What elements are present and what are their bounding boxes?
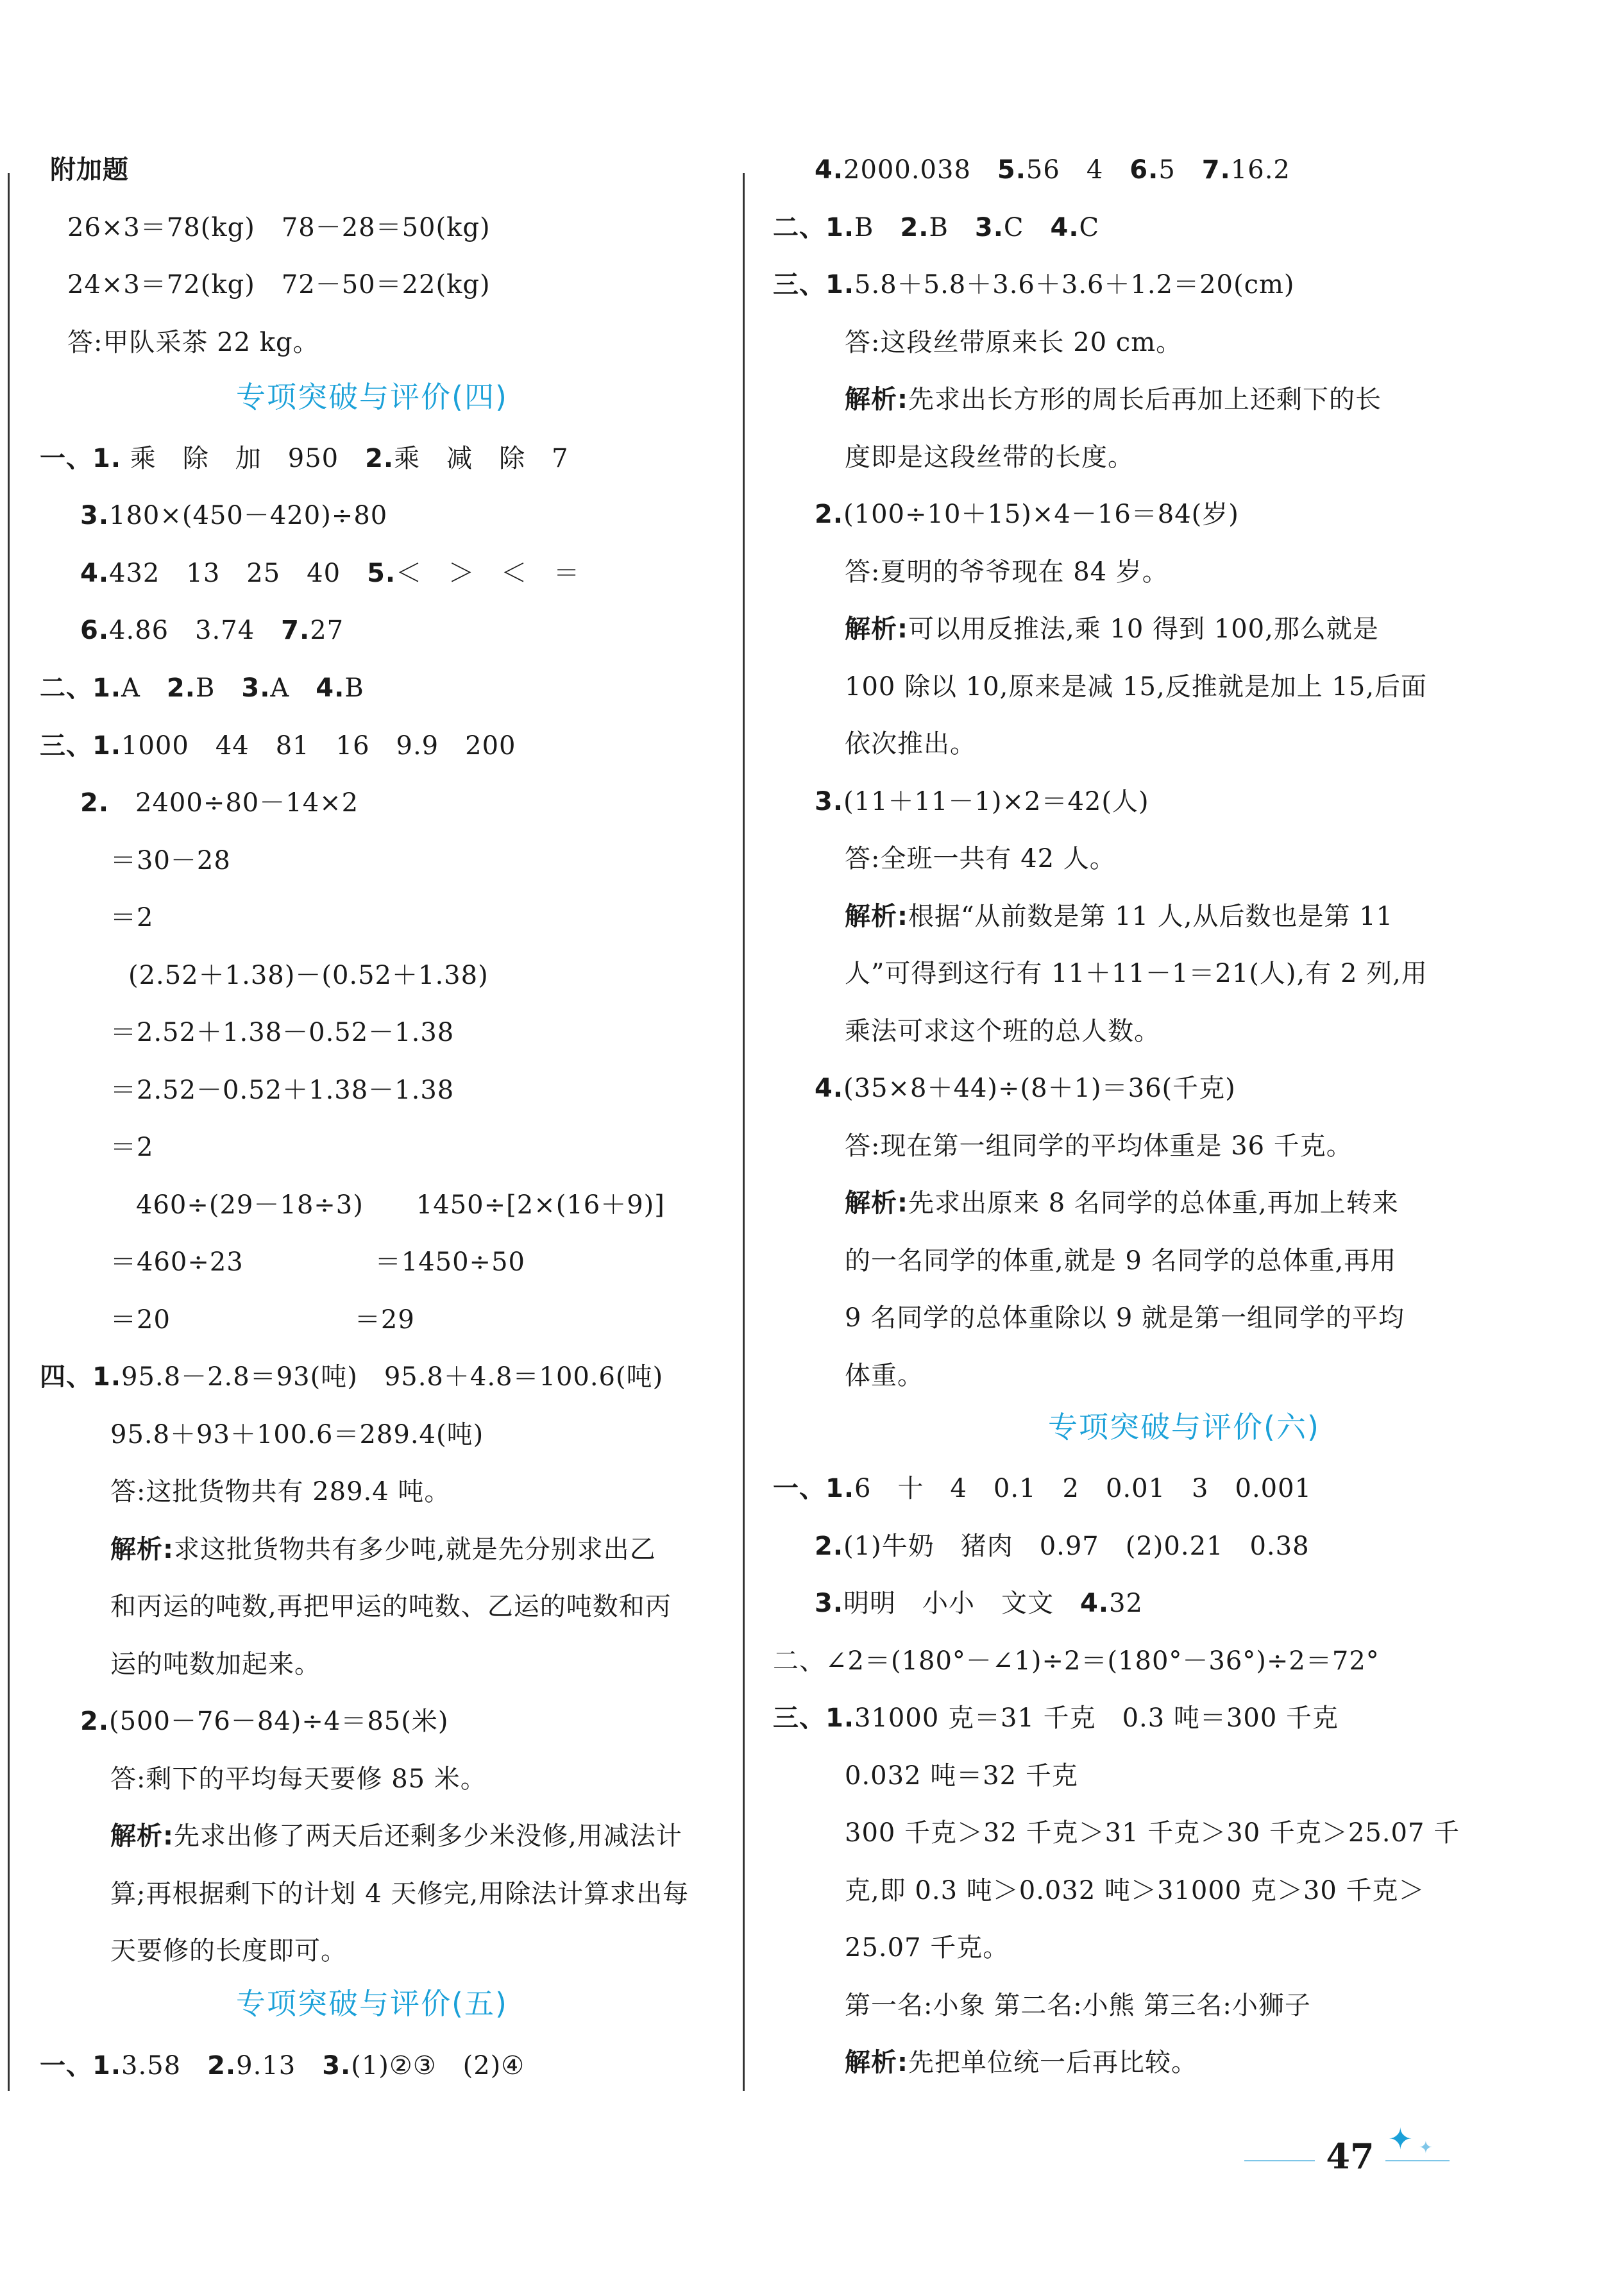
page-number: 47 — [1326, 2136, 1374, 2177]
answer-text: 300 千克＞32 千克＞31 千克＞30 千克＞25.07 千 — [845, 1818, 1460, 1848]
answer-text: 体重。 — [845, 1361, 924, 1390]
answer-text: ＜ ＞ ＜ ＝ — [396, 559, 580, 588]
question-number: 二、1. — [40, 673, 122, 703]
answer-label: 解析: — [845, 2048, 908, 2077]
question-number: 6. — [1129, 155, 1159, 185]
question-number: 2. — [815, 1532, 844, 1561]
answer-text: B — [854, 213, 901, 242]
answer-line — [110, 1072, 454, 1108]
question-number: 2. — [365, 444, 394, 473]
answer-line — [845, 325, 1182, 360]
answer-line — [773, 210, 1099, 246]
answer-text: 答:甲队采茶 22 kg。 — [67, 328, 319, 357]
answer-line — [773, 1643, 1380, 1679]
question-number: 3. — [241, 673, 271, 703]
question-number: 3. — [322, 2051, 351, 2081]
answer-label: 解析: — [845, 902, 908, 931]
answer-line — [815, 1585, 1143, 1621]
answer-line — [110, 1646, 321, 1682]
answer-line — [80, 498, 387, 534]
answer-text: 24×3＝72(kg) 72－50＝22(kg) — [67, 270, 491, 300]
question-number: 4. — [80, 559, 110, 588]
answer-text: 9 名同学的总体重除以 9 就是第一组同学的平均 — [845, 1303, 1405, 1333]
question-number: 6. — [80, 616, 110, 645]
answer-line — [80, 555, 580, 591]
answer-text: 答:全班一共有 42 人。 — [845, 844, 1116, 874]
answer-line — [773, 1471, 1312, 1507]
answer-text: (1)牛奶 猪肉 0.97 (2)0.21 0.38 — [843, 1532, 1310, 1561]
answer-text: 1000 44 81 16 9.9 200 — [121, 731, 516, 761]
question-number: 7. — [281, 616, 310, 645]
answer-line — [845, 2045, 1197, 2081]
answer-text: 运的吨数加起来。 — [110, 1650, 321, 1679]
answer-text: 56 4 — [1026, 155, 1130, 185]
answer-text: 明明 小小 文文 — [843, 1589, 1081, 1618]
answer-line — [815, 784, 1149, 820]
answer-text: 答:现在第一组同学的平均体重是 36 千克。 — [845, 1131, 1353, 1161]
answer-text: 第一名:小象 第二名:小熊 第三名:小狮子 — [845, 1991, 1311, 2020]
answer-line — [773, 267, 1295, 303]
answer-text: 先求出长方形的周长后再加上还剩下的长 — [908, 385, 1382, 414]
answer-line — [845, 1758, 1078, 1794]
small-sparkle-icon: ✦ — [1419, 2138, 1433, 2158]
answer-text: 180×(450－420)÷80 — [109, 501, 388, 530]
question-number: 4. — [316, 673, 345, 703]
answer-text: ＝2 — [110, 1133, 154, 1162]
question-number: 3. — [80, 501, 110, 530]
answer-text: (500－76－84)÷4＝85(米) — [109, 1707, 449, 1736]
answer-line — [815, 1070, 1236, 1106]
answer-text: 先求出修了两天后还剩多少米没修,用减法计 — [174, 1821, 682, 1851]
answer-text: 根据“从前数是第 11 人,从后数也是第 11 — [908, 902, 1394, 931]
left-column — [0, 0, 744, 2280]
question-number: 5. — [997, 155, 1026, 185]
answer-line — [80, 785, 359, 821]
answer-text: 25.07 千克。 — [845, 1933, 1010, 1963]
answer-text: 2000.038 — [843, 155, 997, 185]
question-number: 三、1. — [40, 731, 122, 761]
answer-line — [845, 899, 1393, 934]
answer-text: B — [929, 213, 975, 242]
answer-line — [110, 843, 231, 879]
answer-line — [845, 1243, 1396, 1279]
footer-rule-left — [1244, 2160, 1315, 2161]
answer-text: C — [1003, 213, 1051, 242]
question-number: 四、1. — [40, 1362, 122, 1392]
answer-text: (35×8＋44)÷(8＋1)＝36(千克) — [843, 1074, 1236, 1103]
answer-line — [110, 1474, 450, 1510]
answer-text: (100÷10＋15)×4－16＝84(岁) — [843, 500, 1239, 529]
answer-line — [110, 1876, 689, 1912]
answer-text: 和丙运的吨数,再把甲运的吨数、乙运的吨数和丙 — [110, 1592, 672, 1621]
question-number: 3. — [974, 213, 1004, 242]
answer-text: 先把单位统一后再比较。 — [908, 2048, 1197, 2077]
answer-line — [110, 1589, 672, 1625]
answer-text: ＝30－28 — [110, 846, 231, 875]
question-number: 2. — [900, 213, 929, 242]
answer-line — [67, 267, 491, 303]
answer-line — [110, 1302, 415, 1338]
answer-line — [110, 1129, 153, 1165]
answer-line — [845, 1128, 1353, 1164]
answer-text: 0.032 吨＝32 千克 — [845, 1761, 1078, 1791]
answer-text: 二、∠2＝(180°－∠1)÷2＝(180°－36°)÷2＝72° — [773, 1646, 1380, 1676]
answer-line — [845, 726, 976, 762]
answer-line — [40, 670, 364, 706]
question-number: 2. — [80, 1707, 110, 1736]
answer-label: 解析: — [845, 385, 908, 414]
answer-text: 天要修的长度即可。 — [110, 1936, 347, 1966]
answer-text: ＝2.52＋1.38－0.52－1.38 — [110, 1018, 455, 1047]
answer-text: 人”可得到这行有 11＋11－1＝21(人),有 2 列,用 — [845, 959, 1428, 988]
answer-text: 答:这批货物共有 289.4 吨。 — [110, 1477, 451, 1507]
answer-line — [110, 900, 153, 936]
answer-text: 95.8＋93＋100.6＝289.4(吨) — [110, 1420, 484, 1449]
answer-text: 5.8＋5.8＋3.6＋3.6＋1.2＝20(cm) — [854, 270, 1295, 300]
answer-label: 解析: — [110, 1821, 174, 1851]
answer-line — [40, 2048, 525, 2084]
question-number: 5. — [367, 559, 396, 588]
answer-line — [80, 612, 344, 648]
answer-line — [815, 496, 1239, 532]
answer-label: 附加题 — [50, 155, 129, 185]
answer-text: 26×3＝78(kg) 78－28＝50(kg) — [67, 213, 491, 242]
sparkle-icon: ✦ — [1388, 2122, 1413, 2156]
answer-line — [815, 1528, 1310, 1564]
answer-line — [845, 1815, 1460, 1851]
answer-line — [845, 669, 1427, 705]
answer-line — [110, 1244, 525, 1280]
answer-line — [845, 611, 1379, 647]
question-number: 三、1. — [773, 1703, 855, 1733]
answer-text: 度即是这段丝带的长度。 — [845, 443, 1134, 472]
answer-line — [67, 325, 319, 360]
answer-line — [845, 1013, 1160, 1049]
answer-text: 答:剩下的平均每天要修 85 米。 — [110, 1764, 487, 1794]
question-number: 7. — [1201, 155, 1231, 185]
question-number: 4. — [815, 155, 844, 185]
answer-line — [815, 152, 1290, 188]
answer-text: 答:这段丝带原来长 20 cm。 — [845, 328, 1183, 357]
answer-text: A — [121, 673, 167, 703]
right-column — [744, 0, 1624, 2280]
answer-text: 5 — [1158, 155, 1202, 185]
answer-line — [845, 1185, 1399, 1221]
answer-line — [845, 439, 1134, 475]
question-number: 4. — [1050, 213, 1079, 242]
question-number: 2. — [815, 500, 844, 529]
answer-text: ＝460÷23 ＝1450÷50 — [110, 1247, 525, 1277]
answer-line — [845, 956, 1428, 992]
answer-line — [845, 382, 1382, 418]
answer-line — [845, 1873, 1425, 1909]
answer-text: ＝2 — [110, 903, 154, 933]
footer-rule-right — [1385, 2160, 1450, 2161]
answer-text: (2.52＋1.38)－(0.52＋1.38) — [128, 961, 489, 990]
question-number: 一、1. — [40, 2051, 122, 2081]
answer-text: B — [195, 673, 242, 703]
answer-line — [40, 1359, 663, 1395]
answer-line — [136, 1187, 665, 1223]
answer-text: 的一名同学的体重,就是 9 名同学的总体重,再用 — [845, 1246, 1397, 1276]
page-footer — [1238, 2116, 1450, 2187]
section-heading: 专项突破与评价(五) — [236, 1986, 508, 2021]
section-heading: 专项突破与评价(四) — [236, 380, 508, 414]
answer-text: 乘 减 除 7 — [394, 444, 569, 473]
answer-line — [845, 1300, 1405, 1336]
answer-text: 31000 克＝31 千克 0.3 吨＝300 千克 — [854, 1703, 1339, 1733]
answer-line — [40, 441, 569, 477]
answer-text: 9.13 — [236, 2051, 323, 2081]
answer-text: 求这批货物共有多少吨,就是先分别求出乙 — [174, 1535, 656, 1564]
answer-line — [845, 1358, 924, 1394]
answer-line — [773, 1700, 1339, 1736]
answer-text: ＝20 ＝29 — [110, 1305, 415, 1335]
answer-text: 算;再根据剩下的计划 4 天修完,用除法计算求出每 — [110, 1879, 689, 1909]
question-number: 3. — [815, 787, 844, 816]
answer-line — [40, 728, 516, 764]
answer-line — [110, 1818, 682, 1854]
answer-text: 2400÷80－14×2 — [109, 788, 359, 818]
answer-text: 克,即 0.3 吨＞0.032 吨＞31000 克＞30 千克＞ — [845, 1876, 1425, 1905]
answer-label: 解析: — [845, 614, 908, 644]
answer-line — [110, 1761, 487, 1797]
answer-text: 100 除以 10,原来是减 15,反推就是加上 15,后面 — [845, 672, 1428, 702]
answer-text: 27 — [310, 616, 344, 645]
answer-text: (11＋11－1)×2＝42(人) — [843, 787, 1149, 816]
answer-text: 95.8－2.8＝93(吨) 95.8＋4.8＝100.6(吨) — [121, 1362, 664, 1392]
answer-text: 乘法可求这个班的总人数。 — [845, 1017, 1160, 1046]
answer-line — [50, 152, 129, 188]
answer-text: 依次推出。 — [845, 729, 976, 759]
question-number: 4. — [1080, 1589, 1110, 1618]
answer-text: 4.86 3.74 — [109, 616, 282, 645]
answer-text: 可以用反推法,乘 10 得到 100,那么就是 — [908, 614, 1379, 644]
answer-text: 先求出原来 8 名同学的总体重,再加上转来 — [908, 1188, 1399, 1218]
question-number: 二、1. — [773, 213, 855, 242]
answer-label: 解析: — [110, 1535, 174, 1564]
question-number: 一、1. — [40, 444, 122, 473]
answer-text: B — [344, 673, 364, 703]
answer-text: (1)②③ (2)④ — [351, 2051, 525, 2081]
answer-line — [110, 1532, 656, 1567]
answer-text: ＝2.52－0.52＋1.38－1.38 — [110, 1076, 455, 1105]
answer-line — [845, 1988, 1311, 2023]
question-number: 3. — [815, 1589, 844, 1618]
answer-text: 6 十 4 0.1 2 0.01 3 0.001 — [854, 1474, 1312, 1503]
question-number: 三、1. — [773, 270, 855, 300]
answer-text: 3.58 — [121, 2051, 208, 2081]
question-number: 2. — [207, 2051, 237, 2081]
answer-line — [110, 1933, 347, 1969]
answer-text: 32 — [1109, 1589, 1143, 1618]
answer-text: 答:夏明的爷爷现在 84 岁。 — [845, 557, 1169, 587]
answer-text: 432 13 25 40 — [109, 559, 368, 588]
answer-line — [845, 841, 1116, 877]
answer-line — [845, 554, 1169, 590]
answer-line — [128, 958, 489, 993]
answer-text: 乘 除 加 950 — [121, 444, 366, 473]
answer-line — [110, 1015, 454, 1051]
answer-line — [845, 1930, 1009, 1966]
answer-line — [67, 210, 491, 246]
answer-text: 16.2 — [1230, 155, 1290, 185]
answer-line — [110, 1417, 484, 1453]
answer-label: 解析: — [845, 1188, 908, 1218]
answer-line — [80, 1703, 448, 1739]
question-number: 一、1. — [773, 1474, 855, 1503]
question-number: 2. — [166, 673, 196, 703]
answer-text: C — [1079, 213, 1100, 242]
question-number: 2. — [80, 788, 110, 818]
answer-text: A — [270, 673, 316, 703]
answer-text: 460÷(29－18÷3) 1450÷[2×(16＋9)] — [136, 1190, 665, 1220]
section-heading: 专项突破与评价(六) — [1048, 1410, 1320, 1444]
question-number: 4. — [815, 1074, 844, 1103]
